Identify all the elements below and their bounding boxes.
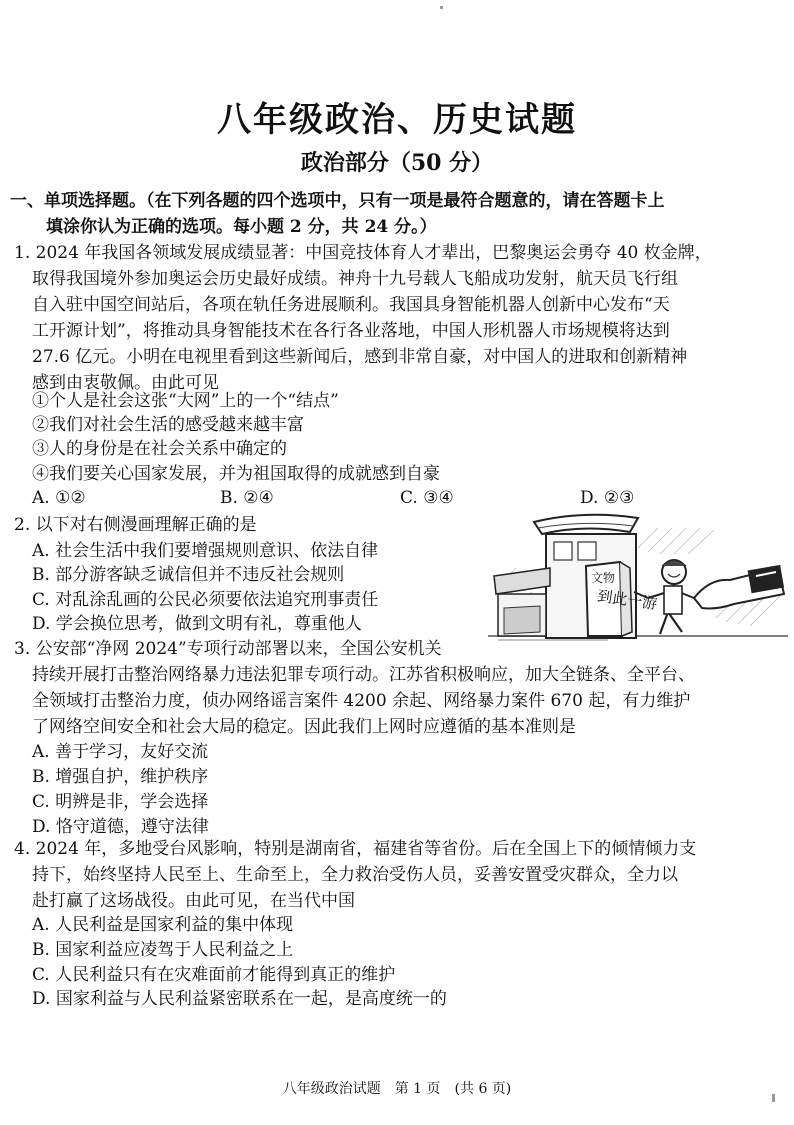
scan-speck bbox=[772, 1094, 775, 1102]
page-subtitle: 政治部分（50 分） bbox=[300, 150, 494, 176]
q2-option-c: C. 对乱涂乱画的公民必须要依法追究刑事责任 bbox=[32, 590, 379, 610]
q1-option-a: A. ①② bbox=[32, 488, 86, 508]
cartoon-illustration bbox=[488, 508, 788, 644]
cartoon-sign-text: 文物 bbox=[591, 571, 616, 585]
section-header-line-1: 一、单项选择题。（在下列各题的四个选项中，只有一项是最符合题意的，请在答题卡上 bbox=[10, 191, 665, 211]
q1-option-b: B. ②④ bbox=[220, 488, 274, 508]
q3-stem-line-4: 了网络空间安全和社会大局的稳定。因此我们上网时应遵循的基本准则是 bbox=[32, 717, 576, 737]
q4-stem-line-3: 赴打赢了这场战役。由此可见，在当代中国 bbox=[32, 891, 355, 911]
q1-stem-line-3: 自入驻中国空间站后，各项在轨任务进展顺利。我国具身智能机器人创新中心发布“天 bbox=[32, 295, 670, 315]
q1-stem-line-2: 取得我国境外参加奥运会历史最好成绩。神舟十九号载人飞船成功发射，航天员飞行组 bbox=[32, 269, 678, 289]
q2-option-b: B. 部分游客缺乏诚信但并不违反社会规则 bbox=[32, 565, 345, 585]
scan-speck bbox=[440, 6, 443, 9]
page-title: 八年级政治、历史试题 bbox=[217, 100, 577, 140]
q3-option-a: A. 善于学习，友好交流 bbox=[32, 742, 209, 762]
q1-item-4: ④我们要关心国家发展，并为祖国取得的成就感到自豪 bbox=[32, 464, 440, 484]
q4-option-b: B. 国家利益应凌驾于人民利益之上 bbox=[32, 940, 294, 960]
q3-option-c: C. 明辨是非，学会选择 bbox=[32, 792, 209, 812]
q3-option-d: D. 恪守道德，遵守法律 bbox=[32, 817, 209, 837]
q3-stem-line-2: 持续开展打击整治网络暴力违法犯罪专项行动。江苏省积极响应，加大全链条、全平台、 bbox=[32, 665, 695, 685]
q4-option-d: D. 国家利益与人民利益紧密联系在一起，是高度统一的 bbox=[32, 989, 447, 1009]
q1-option-c: C. ③④ bbox=[400, 488, 454, 508]
q4-stem-line-1: 4. 2024 年，多地受台风影响，特别是湖南省，福建省等省份。后在全国上下的倾情倾力支 bbox=[14, 839, 697, 859]
q1-stem-line-5: 27.6 亿元。小明在电视里看到这些新闻后，感到非常自豪，对中国人的进取和创新精神 bbox=[32, 347, 688, 367]
q1-stem-line-6: 感到由衷敬佩。由此可见 bbox=[32, 373, 219, 393]
q3-option-b: B. 增强自护，维护秩序 bbox=[32, 767, 209, 787]
q4-option-c: C. 人民利益只有在灾难面前才能得到真正的维护 bbox=[32, 965, 396, 985]
q4-stem-line-2: 持下，始终坚持人民至上、生命至上，全力救治受伤人员，妥善安置受灾群众，全力以 bbox=[32, 865, 678, 885]
q2-option-d: D. 学会换位思考，做到文明有礼，尊重他人 bbox=[32, 614, 362, 634]
q1-item-2: ②我们对社会生活的感受越来越丰富 bbox=[32, 415, 304, 435]
q3-stem-line-3: 全领域打击整治力度，侦办网络谣言案件 4200 余起、网络暴力案件 670 起，有力维护 bbox=[32, 691, 691, 711]
q1-item-1: ①个人是社会这张“大网”上的一个“结点” bbox=[32, 391, 339, 411]
page-footer: 八年级政治试题 第 1 页 (共 6 页) bbox=[282, 1081, 512, 1097]
section-header-line-2: 填涂你认为正确的选项。每小题 2 分，共 24 分。） bbox=[46, 217, 437, 237]
cartoon-graffiti-text: 到此一游 bbox=[596, 586, 659, 613]
q1-stem-line-4: 工开源计划”，将推动具身智能技术在各行各业落地，中国人形机器人市场规模将达到 bbox=[32, 321, 670, 341]
q3-stem-line-1: 3. 公安部“净网 2024”专项行动部署以来，全国公安机关 bbox=[14, 639, 442, 659]
q2-option-a: A. 社会生活中我们要增强规则意识、依法自律 bbox=[32, 541, 379, 561]
q1-item-3: ③人的身份是在社会关系中确定的 bbox=[32, 439, 287, 459]
q2-stem: 2. 以下对右侧漫画理解正确的是 bbox=[14, 515, 257, 535]
q4-option-a: A. 人民利益是国家利益的集中体现 bbox=[32, 915, 294, 935]
q1-option-d: D. ②③ bbox=[580, 488, 635, 508]
q1-stem-line-1: 1. 2024 年我国各领域发展成绩显著：中国竞技体育人才辈出，巴黎奥运会勇夺 40 枚金牌， bbox=[14, 243, 712, 263]
